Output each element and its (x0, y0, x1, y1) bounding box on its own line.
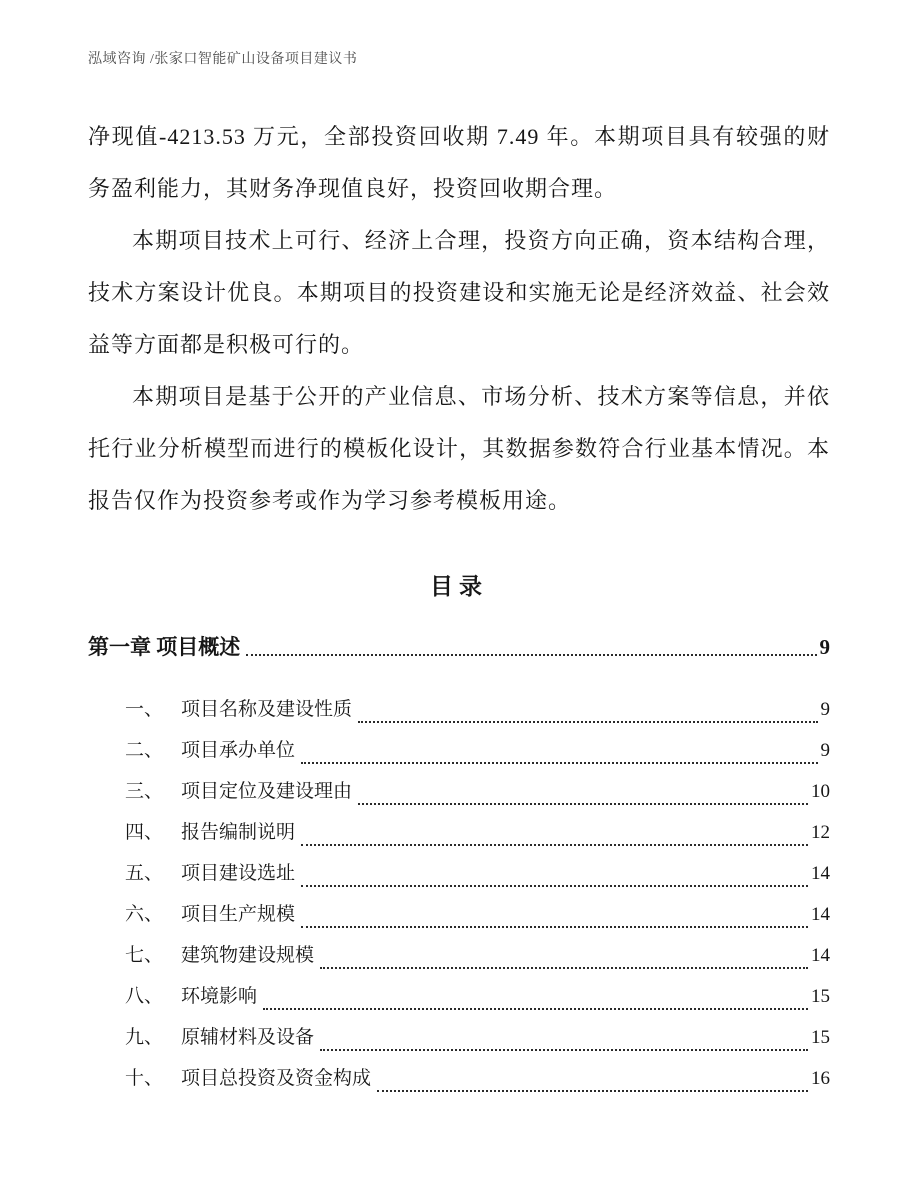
toc-entry-3[interactable] (88, 771, 830, 812)
toc-entry-9-title: 原辅材料及设备 (181, 1027, 315, 1048)
toc-title: 目录 (430, 574, 488, 599)
toc-dot-leader (320, 967, 808, 969)
toc-entry-5-page: 14 (811, 863, 830, 884)
toc-entry-7-page: 14 (811, 945, 830, 966)
toc-dot-leader (263, 1008, 808, 1010)
toc-entry-4-number: 四、 (125, 822, 164, 843)
toc-entry-8-page: 15 (811, 986, 830, 1007)
toc-entry-2-title: 项目承办单位 (181, 740, 296, 761)
toc-chapter-1[interactable] (88, 630, 830, 664)
toc-entry-9-page: 15 (811, 1027, 830, 1048)
toc-entry-2-page: 9 (820, 740, 830, 761)
toc-entry-10-title: 项目总投资及资金构成 (181, 1068, 372, 1089)
toc-entry-9[interactable] (88, 1017, 830, 1058)
toc-chapter-1-page: 9 (819, 635, 830, 659)
toc-entry-5-number: 五、 (125, 863, 164, 884)
toc-dot-leader (246, 654, 816, 656)
toc-entry-8-title: 环境影响 (181, 986, 258, 1007)
toc-entry-8[interactable] (88, 976, 830, 1017)
toc-entry-4-page: 12 (811, 822, 830, 843)
paragraph-disclaimer: 本期项目是基于公开的产业信息、市场分析、技术方案等信息，并依托行业分析模型而进行的模板化设计，其数据参数符合行业基本情况。本报告仅作为投资参考或作为学习参考模板用途。 (88, 384, 830, 513)
page-header-running-title: 泓域咨询 /张家口智能矿山设备项目建议书 (88, 52, 358, 67)
toc-chapter-1-label: 第一章 项目概述 (88, 635, 241, 659)
table-of-contents (88, 630, 830, 1099)
toc-entry-2-number: 二、 (125, 740, 164, 761)
paragraph-financial-summary: 净现值-4213.53 万元，全部投资回收期 7.49 年。本期项目具有较强的财务盈利能力，其财务净现值良好，投资回收期合理。 (88, 124, 830, 201)
toc-entry-10[interactable] (88, 1058, 830, 1099)
toc-entry-2[interactable] (88, 730, 830, 771)
toc-entry-3-page: 10 (811, 781, 830, 802)
toc-dot-leader (320, 1049, 808, 1051)
toc-entry-7-title: 建筑物建设规模 (181, 945, 315, 966)
toc-entry-3-number: 三、 (125, 781, 164, 802)
toc-dot-leader (358, 721, 817, 723)
toc-entry-8-number: 八、 (125, 986, 164, 1007)
toc-dot-leader (301, 844, 808, 846)
toc-entry-4-title: 报告编制说明 (181, 822, 296, 843)
toc-dot-leader (301, 926, 808, 928)
toc-entry-5[interactable] (88, 853, 830, 894)
toc-entry-10-page: 16 (811, 1068, 830, 1089)
toc-entry-1-page: 9 (820, 699, 830, 720)
toc-entry-6-title: 项目生产规模 (181, 904, 296, 925)
toc-entry-9-number: 九、 (125, 1027, 164, 1048)
toc-entry-6[interactable] (88, 894, 830, 935)
toc-entry-5-title: 项目建设选址 (181, 863, 296, 884)
toc-entry-1-number: 一、 (125, 699, 164, 720)
toc-entry-10-number: 十、 (125, 1068, 164, 1089)
toc-entry-1[interactable] (88, 689, 830, 730)
toc-dot-leader (301, 762, 817, 764)
toc-entry-4[interactable] (88, 812, 830, 853)
toc-dot-leader (301, 885, 808, 887)
toc-dot-leader (358, 803, 808, 805)
toc-entry-6-number: 六、 (125, 904, 164, 925)
body-text-block (88, 111, 830, 527)
paragraph-feasibility-conclusion: 本期项目技术上可行、经济上合理，投资方向正确，资本结构合理，技术方案设计优良。本期项目的投资建设和实施无论是经济效益、社会效益等方面都是积极可行的。 (88, 228, 830, 357)
toc-entry-7-number: 七、 (125, 945, 164, 966)
toc-entry-3-title: 项目定位及建设理由 (181, 781, 353, 802)
toc-entry-1-title: 项目名称及建设性质 (181, 699, 353, 720)
toc-entry-7[interactable] (88, 935, 830, 976)
toc-dot-leader (377, 1090, 808, 1092)
toc-entry-6-page: 14 (811, 904, 830, 925)
